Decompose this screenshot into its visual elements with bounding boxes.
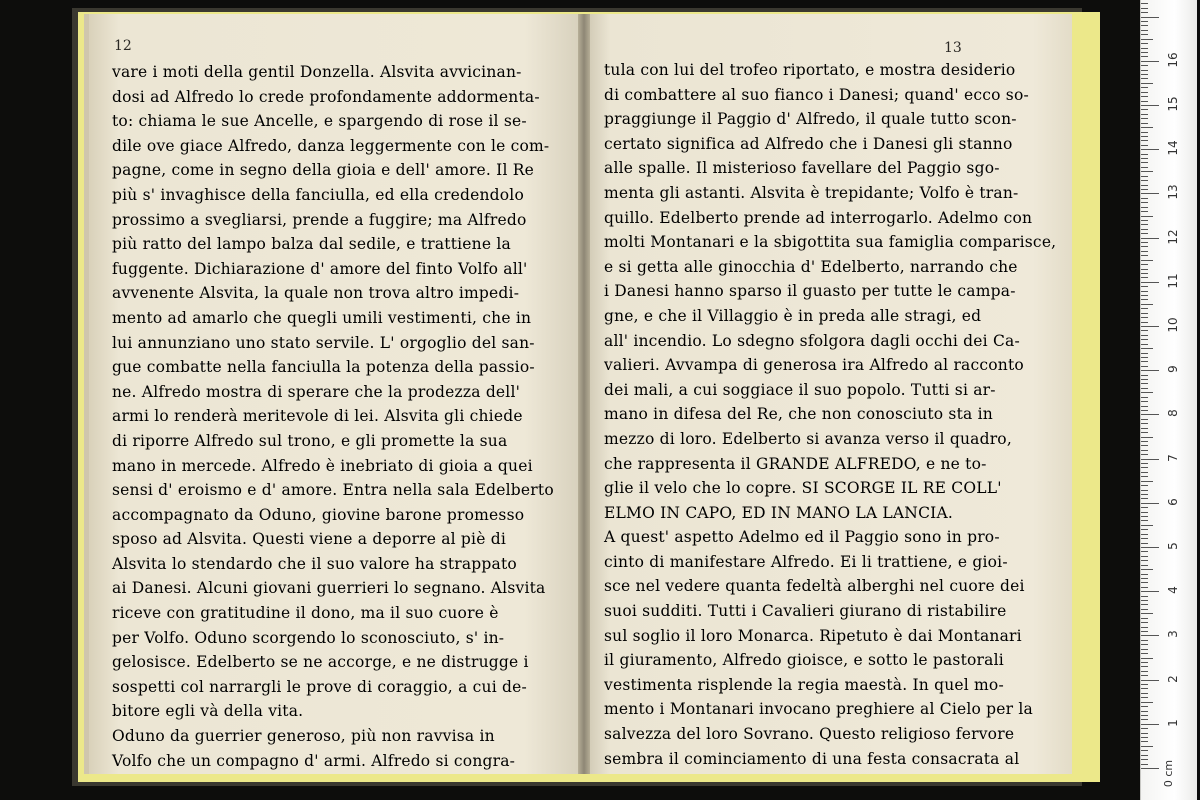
ruler-tick: [1141, 291, 1148, 292]
text-line: dei mali, a cui soggiace il suo popolo. Tutti si ar-: [604, 380, 996, 399]
ruler-number: 4: [1166, 586, 1180, 595]
ruler-tick: [1141, 238, 1159, 239]
ruler-tick: [1141, 538, 1148, 539]
ruler-tick: [1141, 353, 1148, 354]
ruler-tick: [1141, 251, 1148, 252]
ruler-tick: [1141, 233, 1148, 234]
text-line: Volfo che un compagno d' armi. Alfredo si congra-: [112, 751, 516, 770]
ruler-tick: [1141, 295, 1148, 296]
ruler-tick: [1141, 260, 1153, 261]
ruler-tick: [1141, 755, 1148, 756]
text-line: Alsvita lo stendardo che il suo valore ha strappato: [112, 554, 517, 573]
ruler-tick: [1141, 220, 1148, 221]
ruler-tick: [1141, 388, 1148, 389]
ruler-tick: [1141, 149, 1159, 150]
text-line: mano in difesa del Re, che non conosciuto sta in: [604, 405, 993, 424]
ruler-tick: [1141, 140, 1148, 141]
ruler-tick: [1141, 326, 1159, 327]
ruler-tick: [1141, 644, 1148, 645]
ruler-tick: [1141, 481, 1153, 482]
ruler-tick: [1141, 662, 1148, 663]
ruler-tick: [1141, 582, 1148, 583]
ruler-tick: [1141, 123, 1148, 124]
text-line: A quest' aspetto Adelmo ed il Paggio sono in pro-: [604, 528, 1000, 547]
ruler-tick: [1141, 162, 1148, 163]
text-line: sposo ad Alsvita. Questi viene a deporre al piè di: [112, 530, 506, 549]
ruler-tick: [1141, 406, 1148, 407]
ruler-tick: [1141, 640, 1148, 641]
ruler-tick: [1141, 551, 1148, 552]
ruler-tick: [1141, 375, 1148, 376]
ruler-unit-label: 0 cm: [1162, 759, 1176, 788]
ruler-tick: [1141, 560, 1148, 561]
ruler-tick: [1141, 25, 1148, 26]
text-line: all' incendio. Lo sdegno sfolgora dagli occhi dei Ca-: [604, 331, 1020, 350]
ruler-tick: [1141, 556, 1148, 557]
ruler-tick: [1141, 728, 1148, 729]
text-line: dosi ad Alfredo lo crede profondamente addormenta-: [112, 87, 540, 106]
ruler-tick: [1141, 52, 1148, 53]
ruler-tick: [1141, 313, 1148, 314]
text-line: gne, e che il Villaggio è in preda alle stragi, ed: [604, 306, 982, 325]
ruler-tick: [1141, 242, 1148, 243]
ruler-tick: [1141, 459, 1159, 460]
ruler-tick: [1141, 83, 1153, 84]
ruler-tick: [1141, 145, 1148, 146]
text-line: ELMO IN CAPO, ED IN MANO LA LANCIA.: [604, 503, 953, 522]
ruler-number: 15: [1166, 96, 1180, 112]
ruler-tick: [1141, 92, 1148, 93]
text-line: to: chiama le sue Ancelle, e spargendo di rose il se-: [112, 112, 527, 131]
ruler-tick: [1141, 437, 1153, 438]
ruler-tick: [1141, 282, 1159, 283]
ruler-tick: [1141, 746, 1153, 747]
ruler-tick: [1141, 600, 1148, 601]
ruler-tick: [1141, 105, 1159, 106]
ruler-tick: [1141, 472, 1148, 473]
ruler-tick: [1141, 737, 1148, 738]
ruler-tick: [1141, 450, 1148, 451]
ruler-tick: [1141, 357, 1148, 358]
ruler-tick: [1141, 322, 1148, 323]
text-line: più ratto del lampo balza dal sedile, e trattiene la: [112, 235, 511, 254]
ruler-tick: [1141, 485, 1148, 486]
ruler-number: 12: [1166, 228, 1180, 245]
ruler-tick: [1141, 74, 1148, 75]
ruler-tick: [1141, 255, 1148, 256]
ruler-tick: [1141, 339, 1148, 340]
text-line: mento i Montanari invocano preghiere al Cielo per la: [604, 700, 1033, 719]
ruler-tick: [1141, 490, 1148, 491]
ruler-tick: [1141, 666, 1148, 667]
text-line: molti Montanari e la sbigottita sua famiglia comparisce,: [604, 233, 1057, 252]
ruler-tick: [1141, 631, 1148, 632]
text-line: sensi d' eroismo e d' amore. Entra nella sala Edelberto: [112, 481, 554, 500]
ruler-tick: [1141, 158, 1148, 159]
ruler-number: 8: [1166, 409, 1180, 418]
ruler-tick: [1141, 627, 1148, 628]
ruler-tick: [1141, 269, 1148, 270]
ruler-tick: [1141, 56, 1148, 57]
ruler-tick: [1141, 635, 1159, 636]
ruler-tick: [1141, 428, 1148, 429]
ruler-tick: [1141, 432, 1148, 433]
ruler-tick: [1141, 379, 1148, 380]
ruler-tick: [1141, 658, 1153, 659]
ruler-tick: [1141, 684, 1148, 685]
ruler-tick: [1141, 613, 1153, 614]
ruler-tick: [1141, 39, 1153, 40]
ruler-tick: [1141, 512, 1148, 513]
ruler-tick: [1141, 34, 1148, 35]
ruler-tick: [1141, 445, 1148, 446]
ruler-tick: [1141, 78, 1148, 79]
text-line: riceve con gratitudine il dono, ma il suo cuore è: [112, 604, 499, 623]
ruler-tick: [1141, 410, 1148, 411]
text-line: certato significa ad Alfredo che i Danesi gli stanno: [604, 134, 1013, 153]
ruler-tick: [1141, 653, 1148, 654]
ruler-tick: [1141, 246, 1148, 247]
text-line: avvenente Alsvita, la quale non trova altro impedi-: [112, 284, 520, 303]
ruler-tick: [1141, 715, 1148, 716]
text-line: praggiunge il Paggio d' Alfredo, il quale tutto scon-: [604, 110, 1017, 129]
ruler-tick: [1141, 43, 1148, 44]
ruler-tick: [1141, 697, 1148, 698]
ruler-tick: [1141, 344, 1148, 345]
ruler-tick: [1141, 467, 1148, 468]
ruler-tick: [1141, 224, 1148, 225]
ruler-tick: [1141, 361, 1148, 362]
text-line: dile ove giace Alfredo, danza leggermente con le com-: [112, 136, 550, 155]
ruler-tick: [1141, 711, 1148, 712]
text-line: suoi sudditi. Tutti i Cavalieri giurano di ristabilire: [604, 602, 1007, 621]
ruler-number: 11: [1166, 273, 1180, 289]
ruler-tick: [1141, 12, 1148, 13]
ruler-tick: [1141, 441, 1148, 442]
ruler-tick: [1141, 706, 1148, 707]
text-line: per Volfo. Oduno scorgendo lo sconosciuto, s' in-: [112, 628, 505, 647]
ruler-number: 5: [1166, 542, 1180, 550]
ruler-tick: [1141, 114, 1148, 115]
ruler-tick: [1141, 202, 1148, 203]
ruler-tick: [1141, 348, 1153, 349]
ruler-tick: [1141, 3, 1148, 4]
ruler-tick: [1141, 211, 1148, 212]
ruler-tick: [1141, 764, 1148, 765]
text-line: i Danesi hanno sparso il guasto per tutte le campa-: [604, 282, 1016, 301]
ruler-tick: [1141, 299, 1148, 300]
text-line: e si getta alle ginocchia d' Edelberto, narrando che: [604, 257, 1018, 276]
ruler-tick: [1141, 308, 1148, 309]
ruler-tick: [1141, 383, 1148, 384]
ruler-tick: [1141, 498, 1148, 499]
ruler-tick: [1141, 587, 1148, 588]
text-line: sospetti col narrargli le prove di coraggio, a cui de-: [112, 677, 527, 696]
ruler-tick: [1141, 118, 1148, 119]
ruler-tick: [1141, 189, 1148, 190]
ruler-tick: [1141, 503, 1159, 504]
ruler-tick: [1141, 759, 1148, 760]
right-page-text: [604, 58, 1057, 771]
ruler-tick: [1141, 277, 1148, 278]
ruler-tick: [1141, 136, 1148, 137]
ruler-tick: [1141, 671, 1148, 672]
ruler-tick: [1141, 216, 1153, 217]
ruler-tick: [1141, 273, 1148, 274]
text-line: alle spalle. Il misterioso favellare del Paggio sgo-: [604, 159, 1000, 178]
right-page-number: 13: [944, 40, 962, 56]
ruler-tick: [1141, 702, 1153, 703]
ruler-tick: [1141, 596, 1148, 597]
ruler-tick: [1141, 101, 1148, 102]
ruler-tick: [1141, 65, 1148, 66]
ruler-tick: [1141, 463, 1148, 464]
ruler-number: 7: [1166, 453, 1180, 462]
ruler-tick: [1141, 127, 1153, 128]
text-line: di riporre Alfredo sul trono, e gli promette la sua: [112, 431, 508, 450]
ruler-tick: [1141, 476, 1148, 477]
ruler-tick: [1141, 414, 1159, 415]
ruler-tick: [1141, 494, 1148, 495]
ruler-tick: [1141, 719, 1148, 720]
ruler-tick: [1141, 330, 1148, 331]
ruler-tick: [1141, 109, 1148, 110]
ruler-tick: [1141, 574, 1148, 575]
ruler-tick: [1141, 8, 1148, 9]
ruler-tick: [1141, 733, 1148, 734]
ruler-tick: [1141, 565, 1148, 566]
ruler-tick: [1141, 171, 1153, 172]
text-line: bitore egli và della vita.: [112, 702, 304, 721]
ruler-tick: [1141, 61, 1159, 62]
text-line: valieri. Avvampa di generosa ira Alfredo al racconto: [604, 356, 1024, 375]
left-page-number: 12: [114, 38, 132, 54]
text-line: di combattere al suo fianco i Danesi; quand' ecco so-: [604, 85, 1029, 104]
ruler-tick: [1141, 675, 1148, 676]
ruler-number: 10: [1166, 317, 1180, 333]
ruler-tick: [1141, 591, 1159, 592]
ruler-tick: [1141, 543, 1148, 544]
text-line: mezzo di loro. Edelberto si avanza verso il quadro,: [604, 429, 1012, 448]
ruler-tick: [1141, 618, 1148, 619]
ruler-tick: [1141, 132, 1148, 133]
ruler-tick: [1141, 167, 1148, 168]
ruler-tick: [1141, 366, 1148, 367]
ruler-number: 1: [1166, 718, 1180, 727]
ruler-tick: [1141, 622, 1148, 623]
ruler-tick: [1141, 154, 1148, 155]
ruler-number: 9: [1166, 365, 1180, 374]
text-line: gelosisce. Edelberto se ne accorge, e ne distrugge i: [112, 653, 529, 672]
text-line: accompagnato da Oduno, giovine barone promesso: [112, 505, 525, 524]
text-line: gue combatte nella fanciulla la potenza della passio-: [112, 358, 535, 377]
text-line: tula con lui del trofeo riportato, e mostra desiderio: [604, 61, 1016, 79]
text-line: salvezza del loro Sovrano. Questo religioso fervore: [604, 725, 1015, 744]
ruler-tick: [1141, 317, 1148, 318]
ruler-tick: [1141, 454, 1148, 455]
ruler-tick: [1141, 693, 1148, 694]
ruler-tick: [1141, 335, 1148, 336]
text-line: quillo. Edelberto prende ad interrogarlo. Adelmo con: [604, 208, 1033, 227]
ruler-tick: [1141, 520, 1148, 521]
text-line: menta gli astanti. Alsvita è trepidante; Volfo è tran-: [604, 183, 1019, 202]
ruler-tick: [1141, 96, 1148, 97]
ruler-tick: [1141, 185, 1148, 186]
ruler-tick: [1141, 392, 1153, 393]
ruler-tick: [1141, 547, 1159, 548]
text-line: lui annunziano uno stato servile. L' orgoglio del san-: [112, 333, 535, 352]
text-line: vare i moti della gentil Donzella. Alsvita avvicinan-: [112, 63, 522, 81]
ruler-tick: [1141, 750, 1148, 751]
text-line: sembra il cominciamento di una festa consacrata al: [604, 749, 1020, 768]
ruler-tick: [1141, 229, 1148, 230]
ruler-tick: [1141, 569, 1153, 570]
text-line: che rappresenta il GRANDE ALFREDO, e ne to-: [604, 454, 987, 473]
text-line: cinto di manifestare Alfredo. Ei li trattiene, e gioi-: [604, 552, 1008, 571]
ruler-tick: [1141, 176, 1148, 177]
ruler-tick: [1141, 768, 1159, 769]
text-line: più s' invaghisce della fanciulla, ed ella credendolo: [112, 185, 524, 204]
ruler-number: 6: [1166, 497, 1180, 506]
text-line: Oduno da guerrier generoso, più non ravvisa in: [112, 727, 495, 746]
ruler-tick: [1141, 516, 1148, 517]
text-line: armi lo renderà meritevole di lei. Alsvita gli chiede: [112, 407, 523, 426]
ruler-tick: [1141, 17, 1159, 18]
ruler-tick: [1141, 741, 1148, 742]
ruler-tick: [1141, 525, 1153, 526]
ruler-tick: [1141, 48, 1148, 49]
text-line: ai Danesi. Alcuni giovani guerrieri lo segnano. Alsvita: [112, 579, 546, 598]
ruler-tick: [1141, 419, 1148, 420]
text-line: sce nel vedere quanta fedeltà alberghi nel cuore dei: [604, 577, 1025, 596]
ruler-number: 2: [1166, 674, 1180, 683]
text-line: il giuramento, Alfredo gioisce, e sotto le pastorali: [604, 651, 1004, 670]
ruler-tick: [1141, 304, 1153, 305]
left-page-text: [112, 60, 557, 773]
text-line: vestimenta risplende la regia maestà. In quel mo-: [604, 675, 1004, 694]
ruler-number: 13: [1166, 184, 1180, 201]
ruler-tick: [1141, 688, 1148, 689]
book-gutter: [578, 14, 590, 774]
text-line: mano in mercede. Alfredo è inebriato di gioia a quei: [112, 456, 533, 475]
text-line: mento ad amarlo che quegli umili vestimenti, che in: [112, 308, 532, 327]
ruler-tick: [1141, 207, 1148, 208]
ruler-tick: [1141, 286, 1148, 287]
ruler-tick: [1141, 370, 1159, 371]
ruler-number: 3: [1166, 630, 1180, 639]
ruler-tick: [1141, 87, 1148, 88]
ruler-tick: [1141, 534, 1148, 535]
ruler-tick: [1141, 507, 1148, 508]
ruler-tick: [1141, 680, 1159, 681]
text-line: sul soglio il loro Monarca. Ripetuto è dai Montanari: [604, 626, 1022, 645]
text-line: ne. Alfredo mostra di sperare che la prodezza dell': [112, 382, 521, 401]
ruler-tick: [1141, 70, 1148, 71]
ruler-tick: [1141, 30, 1148, 31]
text-line: fuggente. Dichiarazione d' amore del finto Volfo all': [112, 259, 528, 278]
text-line: pagne, come in segno della gioia e dell' amore. Il Re: [112, 161, 535, 180]
ruler-number: 16: [1166, 52, 1180, 68]
ruler-tick: [1141, 397, 1148, 398]
text-line: prossimo a svegliarsi, prende a fuggire; ma Alfredo: [112, 210, 527, 229]
ruler-tick: [1141, 198, 1148, 199]
ruler-tick: [1141, 401, 1148, 402]
ruler-tick: [1141, 193, 1159, 194]
ruler-tick: [1141, 724, 1159, 725]
ruler-tick: [1141, 529, 1148, 530]
measuring-ruler: [1140, 0, 1197, 800]
ruler-tick: [1141, 264, 1148, 265]
ruler-tick: [1141, 21, 1148, 22]
ruler-tick: [1141, 649, 1148, 650]
ruler-tick: [1141, 180, 1148, 181]
ruler-tick: [1141, 578, 1148, 579]
ruler-tick: [1141, 609, 1148, 610]
ruler-tick: [1141, 423, 1148, 424]
ruler-number: 14: [1166, 140, 1180, 156]
text-line: glie il velo che lo copre. SI SCORGE IL RE COLL': [604, 479, 1002, 498]
ruler-tick: [1141, 604, 1148, 605]
